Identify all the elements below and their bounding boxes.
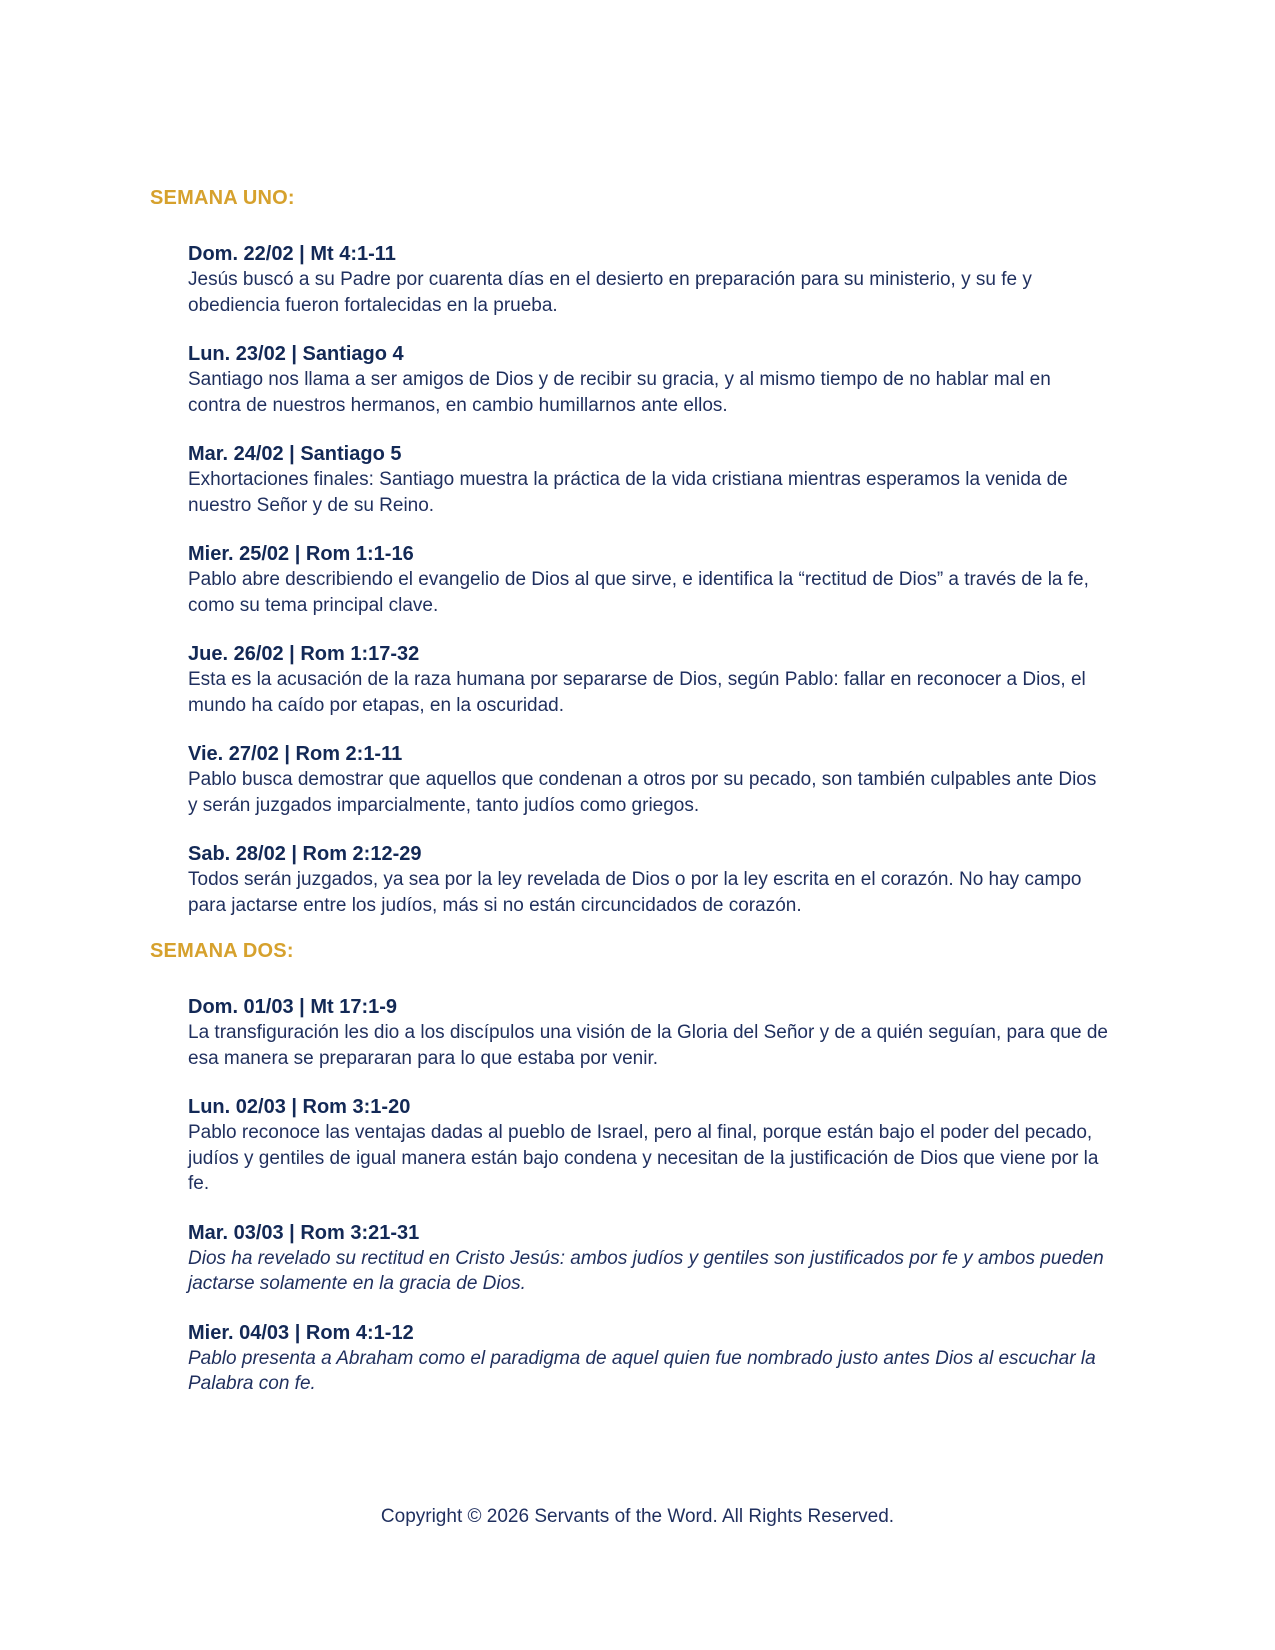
entry-heading: Mier. 04/03 | Rom 4:1-12 (188, 1321, 414, 1344)
week-one-title: SEMANA UNO: (150, 187, 295, 209)
entry-heading: Vie. 27/02 | Rom 2:1-11 (188, 743, 403, 765)
entry-text: Pablo busca demostrar que aquellos que condenan a otros por su pecado, son también culpables ante Dios y serán juzgados imparcialmente, tanto judíos como griegos. (188, 769, 1097, 816)
entry-heading: Dom. 01/03 | Mt 17:1-9 (188, 996, 398, 1018)
entry-heading: Sab. 28/02 | Rom 2:12-29 (188, 843, 422, 865)
reading-entry (188, 1321, 1108, 1397)
entry-text: Jesús buscó a su Padre por cuarenta días en el desierto en preparación para su ministerio, y su fe y obediencia fueron fortalecidas en la prueba. (188, 269, 1032, 316)
entry-text: Todos serán juzgados, ya sea por la ley revelada de Dios o por la ley escrita en el corazón. No hay campo para jactarse entre los judíos, más si no están circuncidados de corazón. (188, 869, 1082, 916)
copyright-footer: Copyright © 2026 Servants of the Word. All Rights Reserved. (380, 1506, 895, 1527)
entry-heading: Jue. 26/02 | Rom 1:17-32 (188, 643, 420, 665)
reading-entry (188, 1095, 1108, 1197)
entry-heading: Mar. 24/02 | Santiago 5 (188, 443, 402, 465)
reading-plan-content (150, 186, 1130, 1421)
reading-entry (188, 995, 1108, 1071)
entry-text: Exhortaciones finales: Santiago muestra la práctica de la vida cristiana mientras esperamos la venida de nuestro Señor y de su Reino. (188, 469, 1068, 516)
entry-text: Santiago nos llama a ser amigos de Dios y de recibir su gracia, y al mismo tiempo de no hablar mal en contra de nuestros hermanos, en cambio humillarnos ante ellos. (188, 369, 1051, 416)
reading-entry (188, 542, 1108, 618)
reading-entry (188, 642, 1108, 718)
reading-entry (188, 842, 1108, 918)
week-one-section (150, 186, 1130, 918)
entry-text: Pablo abre describiendo el evangelio de Dios al que sirve, e identifica la “rectitud de Dios” a través de la fe, como su tema principal clave. (188, 569, 1089, 616)
entry-heading: Mier. 25/02 | Rom 1:1-16 (188, 543, 414, 565)
entry-text: Pablo reconoce las ventajas dadas al pueblo de Israel, pero al final, porque están bajo el poder del pecado, judíos y gentiles de igual manera están bajo condena y necesitan de la justificación de Dios que viene por la fe. (188, 1122, 1099, 1194)
reading-entry (188, 342, 1108, 418)
reading-entry (188, 442, 1108, 518)
week-two-section (150, 939, 1130, 1397)
entry-text: Esta es la acusación de la raza humana por separarse de Dios, según Pablo: fallar en reconocer a Dios, el mundo ha caído por etapas, en la oscuridad. (188, 669, 1086, 716)
reading-entry (188, 1221, 1108, 1297)
entry-text: La transfiguración les dio a los discípulos una visión de la Gloria del Señor y de a quién seguían, para que de esa manera se prepararan para lo que estaba por venir. (188, 1022, 1108, 1069)
entry-heading: Dom. 22/02 | Mt 4:1-11 (188, 243, 396, 265)
entry-heading: Lun. 23/02 | Santiago 4 (188, 343, 404, 365)
week-two-title: SEMANA DOS: (150, 940, 294, 962)
entry-heading: Lun. 02/03 | Rom 3:1-20 (188, 1096, 411, 1118)
reading-entry (188, 742, 1108, 818)
entry-text: Dios ha revelado su rectitud en Cristo Jesús: ambos judíos y gentiles son justificados por fe y ambos pueden jactarse solamente en la gracia de Dios. (188, 1247, 1104, 1294)
entry-text: Pablo presenta a Abraham como el paradigma de aquel quien fue nombrado justo antes Dios al escuchar la Palabra con fe. (188, 1347, 1096, 1394)
entry-heading: Mar. 03/03 | Rom 3:21-31 (188, 1221, 420, 1244)
reading-entry (188, 242, 1108, 318)
